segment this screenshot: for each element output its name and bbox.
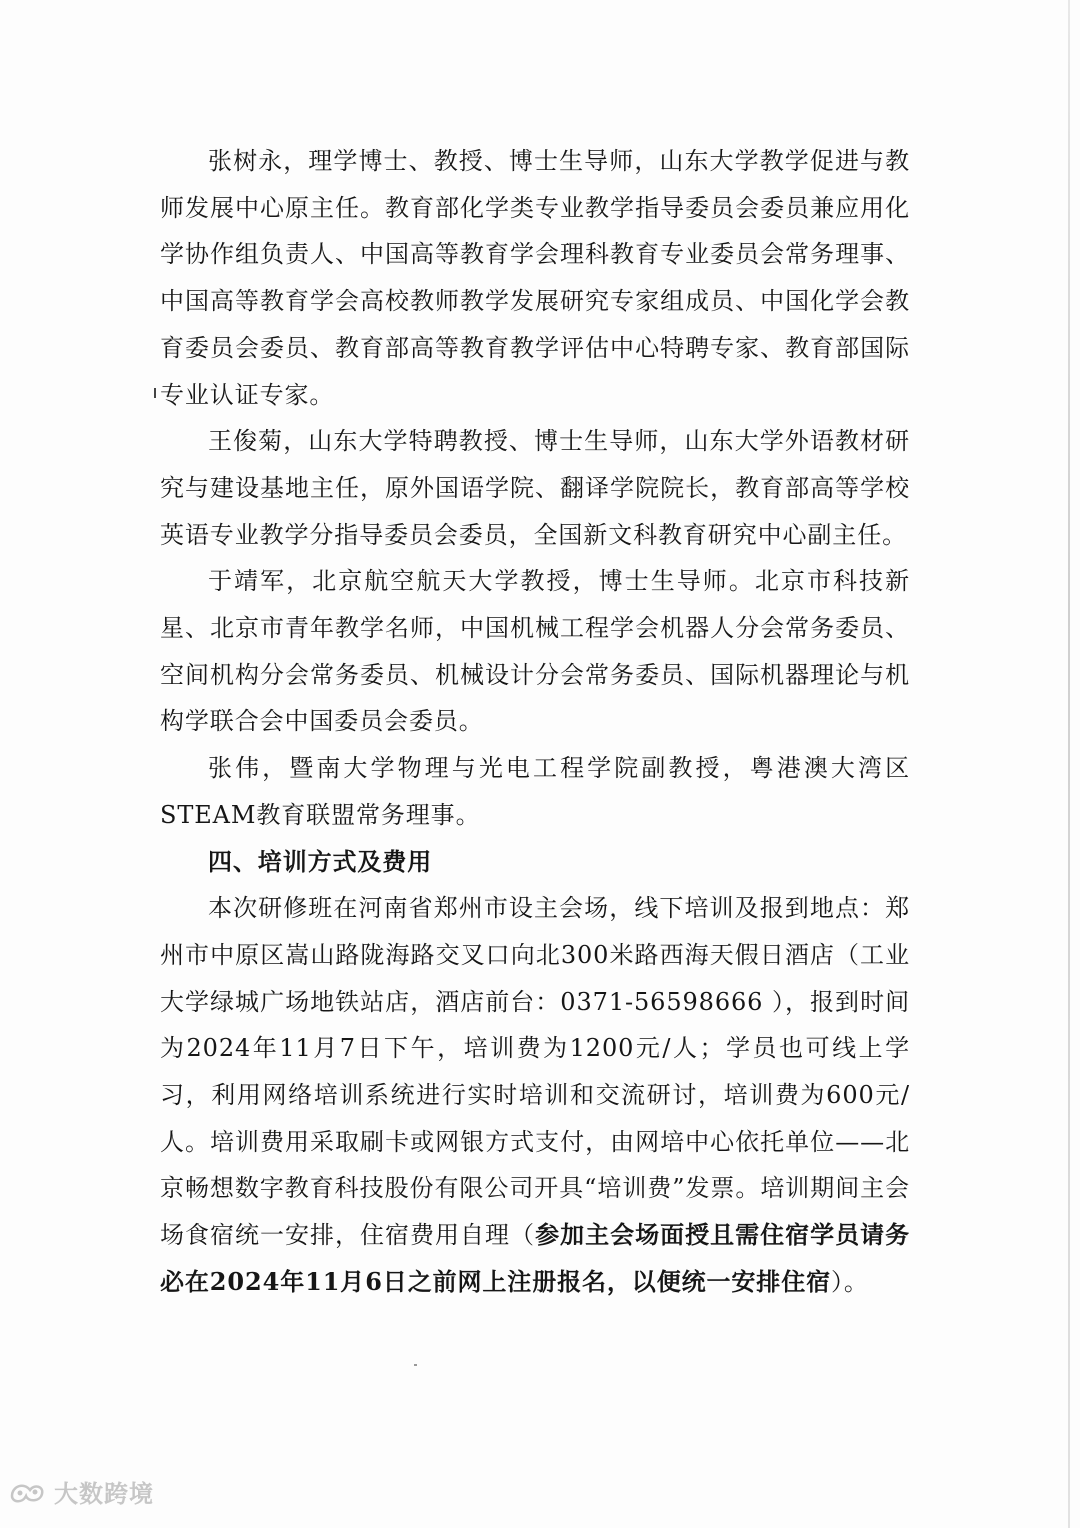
watermark-logo-icon	[8, 1478, 48, 1506]
scan-dot	[414, 1364, 417, 1366]
section-heading: 四、培训方式及费用	[208, 846, 433, 876]
scan-mark	[154, 388, 156, 398]
document-body	[160, 138, 910, 1306]
training-details	[160, 885, 910, 1305]
watermark	[8, 1474, 154, 1509]
training-details-end: ）。	[831, 1267, 869, 1296]
bio-zhang-wei: 张伟，暨南大学物理与光电工程学院副教授，粤港澳大湾区STEAM教育联盟常务理事。	[160, 754, 910, 829]
training-details-text: 本次研修班在河南省郑州市设主会场，线下培训及报到地点：郑州市中原区嵩山路陇海路交叉口向北300米路西海天假日酒店（工业大学绿城广场地铁站店，酒店前台：0371-56598666 ），报到时间为2024年11月7日下午，培训费为1200元/人；学员也可线上学习，利用网络培训系统进行实时培训和交流研讨，培训费为600元/人。培训费用采取刷卡或网银方式支付，由网培中心依托单位——北京畅想数字教育科技股份有限公司开具“培训费”发票。培训期间主会场食宿统一安排，住宿费用自理（	[160, 894, 910, 1250]
watermark-text: 大数跨境	[54, 1480, 154, 1508]
training-registration-note: 参加主会场面授且需住宿学员请务必在2024年11月6日之前网上注册报名，以便统一安排住宿	[160, 1220, 911, 1296]
scan-edge	[1068, 0, 1070, 1528]
bio-wang-junju: 王俊菊，山东大学特聘教授、博士生导师，山东大学外语教材研究与建设基地主任，原外国语学院、翻译学院院长，教育部高等学校英语专业教学分指导委员会委员，全国新文科教育研究中心副主任。	[160, 427, 910, 549]
bio-zhang-shuyong: 张树永，理学博士、教授、博士生导师，山东大学教学促进与教师发展中心原主任。教育部化学类专业教学指导委员会委员兼应用化学协作组负责人、中国高等教育学会理科教育专业委员会常务理事、中国高等教育学会高校教师教学发展研究专家组成员、中国化学会教育委员会委员、教育部高等教育教学评估中心特聘专家、教育部国际专业认证专家。	[160, 147, 910, 409]
bio-yu-jingjun: 于靖军，北京航空航天大学教授，博士生导师。北京市科技新星、北京市青年教学名师，中国机械工程学会机器人分会常务委员、空间机构分会常务委员、机械设计分会常务委员、国际机器理论与机构学联合会中国委员会委员。	[160, 567, 910, 736]
